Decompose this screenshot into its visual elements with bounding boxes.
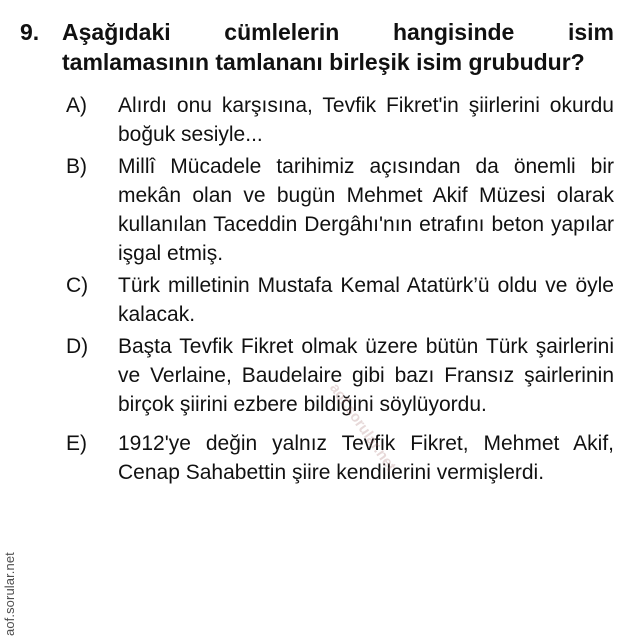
option-a-text: Alırdı onu karşısına, Tevfik Fikret'in şiirlerini okurdu boğuk sesiyle... [118, 94, 614, 146]
option-c[interactable] [66, 271, 614, 329]
question-text: Aşağıdaki cümlelerin hangisinde isim tamlamasının tamlananı birleşik isim grubudur? [62, 19, 614, 75]
answer-options [20, 91, 614, 487]
option-a[interactable] [66, 91, 614, 149]
question-block [20, 17, 614, 490]
question-number: 9. [20, 19, 40, 45]
question-header [20, 17, 614, 77]
option-d-text: Başta Tevfik Fikret olmak üzere bütün Türk şairlerini ve Verlaine, Baudelaire gibi bazı Fransız şairlerinin birçok şiirini ezbere bildiğini söylüyordu. [118, 335, 614, 416]
side-watermark: aof.sorular.net [2, 552, 17, 636]
center-watermark: aof.sorular.net [326, 380, 400, 475]
option-a-letter: A) [66, 94, 87, 117]
option-b-letter: B) [66, 155, 87, 178]
option-e-letter: E) [66, 432, 87, 455]
option-b-text: Millî Mücadele tarihimiz açısından da önemli bir mekân olan ve bugün Mehmet Akif Müzesi olarak kullanılan Taceddin Dergâhı'nın etrafını beton yapılar işgal etmiş. [118, 155, 614, 265]
option-c-letter: C) [66, 274, 89, 297]
option-b[interactable] [66, 152, 614, 268]
option-e-text: 1912'ye değin yalnız Tevfik Fikret, Mehmet Akif, Cenap Sahabettin şiire kendilerini vermişlerdi. [118, 432, 614, 484]
option-e[interactable] [66, 429, 614, 487]
option-d-letter: D) [66, 335, 89, 358]
option-c-text: Türk milletinin Mustafa Kemal Atatürk’ü oldu ve öyle kalacak. [118, 274, 614, 326]
